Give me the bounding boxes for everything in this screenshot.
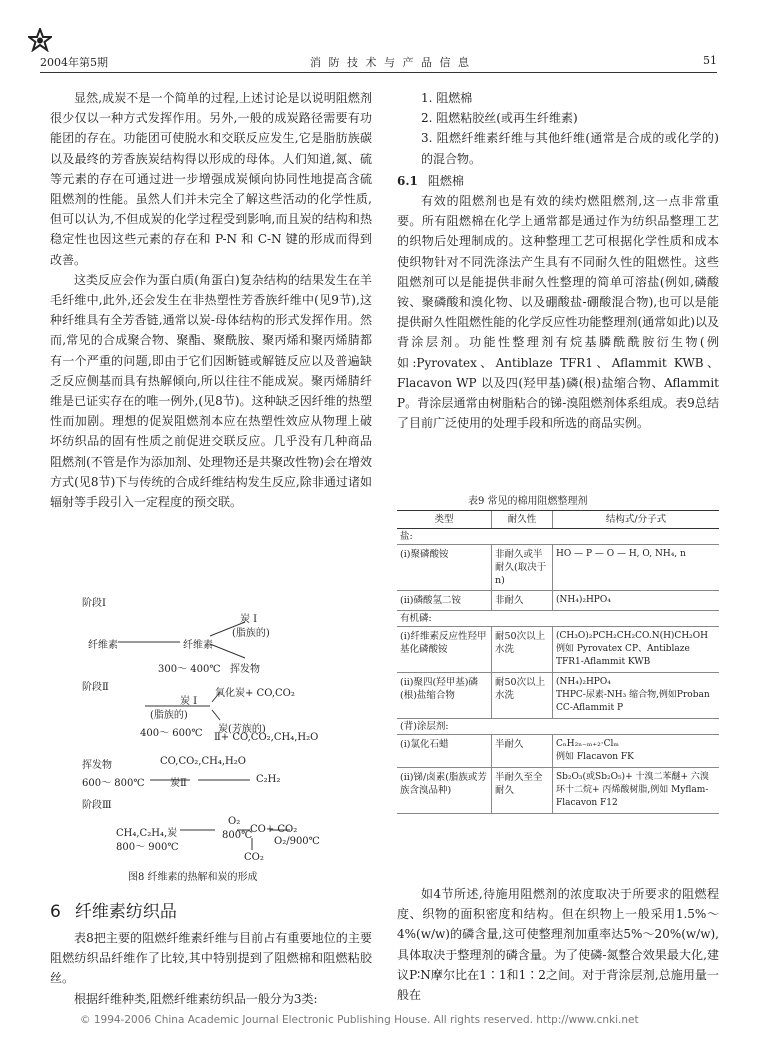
co2-label: CO₂ <box>244 852 264 863</box>
table-group-row <box>397 719 719 735</box>
group-label: 有机磷: <box>397 611 719 627</box>
char-label: 炭 Ⅰ <box>240 614 258 625</box>
right-column <box>397 88 719 433</box>
formula-text: CₙH₂ₙ₋ₘ₊₂·Clₘ <box>556 739 619 749</box>
stage3-products-label: CH₄,C₂H₄,炭 <box>116 828 178 839</box>
copyright-footer: © 1994-2006 China Academic Journal Electronic Publishing House. All rights reserved. http://www.cnki.net <box>80 1014 639 1026</box>
durability-cell: 半耐久至全耐久 <box>492 768 553 814</box>
formula-cell <box>553 673 720 719</box>
paragraph: 如4节所述,待施用阻燃剂的浓度取决于所要求的阻燃程度、织物的面积密度和结构。但在织物上一般采用1.5%～4%(w/w)的磷含量,这可使整理剂加重率达5%～20%(w/w),具体取决于整理剂的磷含量。为了使磷-氮整合效果最大化,建议P∶N摩尔比在1∶1和1∶2之间。对于背涂层剂,总施用量一般在 <box>397 887 719 1003</box>
stage-label: 阶段Ⅰ <box>82 598 106 609</box>
page-header <box>40 54 717 72</box>
aliphatic-label: (脂族的) <box>150 710 188 721</box>
durability-cell: 非耐久或半耐久(取决于n) <box>492 545 553 591</box>
volatiles-label: 挥发物 <box>230 664 260 675</box>
example-text: THPC-尿素-NH₃ 缩合物,例如Proban CC-Aflammit P <box>556 690 710 713</box>
issue-label: 2004年第5期 <box>40 56 108 69</box>
table-row <box>397 673 719 719</box>
temperature-label: 800～ 900℃ <box>116 842 179 853</box>
section-body <box>50 928 372 1009</box>
journal-title: 消 防 技 术 与 产 品 信 息 <box>310 56 471 69</box>
acetylene-label: C₂H₂ <box>256 774 281 785</box>
formula-cell <box>553 627 720 673</box>
pyrolysis-diagram <box>80 594 370 894</box>
cellulose-label: 纤维素 <box>88 640 118 651</box>
char-label: 炭Ⅱ <box>170 778 187 789</box>
aliphatic-label: (脂族的) <box>232 628 270 639</box>
example-text: 例如 Pyrovatex CP、Antiblaze TFR1-Aflammit KWB <box>556 644 690 667</box>
type-cell: (ii)磷酸氢二铵 <box>397 591 492 611</box>
table-row <box>397 545 719 591</box>
table-row <box>397 768 719 814</box>
table-row <box>397 735 719 768</box>
temperature-label: 800℃ <box>222 830 253 841</box>
table-header-row <box>397 511 719 529</box>
column-header: 耐久性 <box>492 511 553 529</box>
formula-cell: HO — P — O — H, O, NH₄, n <box>553 545 720 591</box>
temperature-label: 300～ 400℃ <box>158 664 221 675</box>
header-rule <box>40 72 717 73</box>
oxidized-char-label: 氧化炭+ CO,CO₂ <box>215 688 295 699</box>
column-header: 类型 <box>397 511 492 529</box>
page-number: 51 <box>703 54 717 67</box>
oxygen-temp-label: O₂/900℃ <box>274 836 320 847</box>
durability-cell: 半耐久 <box>492 735 553 768</box>
paragraph: 显然,成炭不是一个简单的过程,上述讨论是以说明阻燃剂很少仅以一种方式发挥作用。另外,一般的成炭路径需要有功能团的存在。功能团可使脱水和交联反应发生,它是脂肪族碳以及最终的芳香族炭结构得以形成的母体。人们知道,氮、硫等元素的存在可通过进一步增强成炭倾向协同性地提高含硫阻燃剂的性能。虽然人们并未完全了解这些活动的化学性质,但可以认为,不但成炭的化学过程受到影响,而且炭的结构和热稳定性也因这些元素的存在和 P-N 和 C-N 键的形成而得到改善。 <box>50 91 372 267</box>
journal-logo-icon <box>28 28 52 52</box>
temperature-label: 600～ 800℃ <box>82 778 145 789</box>
type-cell: (ii)聚四(羟甲基)磷(根)盐缩合物 <box>397 673 492 719</box>
oxygen-label: O₂ <box>228 816 241 827</box>
subsection-number: 6.1 <box>397 173 418 188</box>
formula-text: (NH₄)₂HPO₄ <box>556 677 611 687</box>
formula-text: (CH₃O)₂PCH₂CH₂CO.N(H)CH₂OH <box>556 631 709 641</box>
cellulose-label: 纤维素 <box>183 640 213 651</box>
stage-label: 阶段Ⅱ <box>82 682 109 693</box>
type-cell: (i)聚磷酸铵 <box>397 545 492 591</box>
right-column-continued <box>397 884 719 1005</box>
subsection-title: 阻燃棉 <box>427 173 464 188</box>
figure-caption: 图8 纤维素的热解和炭的形成 <box>128 872 258 883</box>
durability-cell: 非耐久 <box>492 591 553 611</box>
aromatic-char-label: 炭(芳族的) <box>218 724 266 735</box>
finishing-agents-table <box>397 510 719 814</box>
stage-label: 阶段Ⅲ <box>82 800 112 811</box>
temperature-label: 400～ 600℃ <box>140 728 203 739</box>
co-label: CO+ CO₂ <box>250 824 298 835</box>
gases-label: CO,CO₂,CH₄,H₂O <box>160 756 246 767</box>
column-header: 结构式/分子式 <box>553 511 720 529</box>
section-number: 6 <box>50 902 61 922</box>
type-cell: (i)氯化石蜡 <box>397 735 492 768</box>
paragraph: 根据纤维种类,阻燃纤维素纺织品一般分为3类: <box>74 991 318 1006</box>
table-caption: 表9 常见的棉用阻燃整理剂 <box>468 496 588 507</box>
formula-cell <box>553 735 720 768</box>
subsection-heading <box>397 171 719 191</box>
table-group-row <box>397 529 719 545</box>
type-cell: (ii)锑/卤素(脂族或芳族含溴品种) <box>397 768 492 814</box>
durability-cell: 耐50次以上水洗 <box>492 627 553 673</box>
section-heading <box>50 897 177 922</box>
formula-cell: (NH₄)₂HPO₄ <box>553 591 720 611</box>
list-item: 3. 阻燃纤维素纤维与其他纤维(通常是合成的或化学的)的混合物。 <box>421 131 719 166</box>
paragraph: 这类反应会作为蛋白质(角蛋白)复杂结构的结果发生在羊毛纤维中,此外,还会发生在非热塑性芳香族纤维中(见9节),这种纤维具有全芳香链,通常以炭-母体结构的形式发挥作用。然而,常见的合成聚合物、聚酯、聚酰胺、聚丙烯和聚丙烯腈都有一个严重的问题,即由于它们因断链或解链反应以及普遍缺乏反应侧基而具有热解倾向,所以往往不能成炭。聚丙烯腈纤维是已证实存在的唯一例外,(见8节)。这种缺乏因纤维的热塑性而加剧。理想的促炭阻燃剂本应在热塑性效应从物理上破坏纺织品的固有性质之前促进交联反应。几乎没有几种商品阻燃剂(不管是作为添加剂、处理物还是共聚改性物)会在增效方式(见8节)下与传统的合成纤维结构发生反应,除非通过诸如辐射等手段引入一定程度的预交联。 <box>50 272 372 510</box>
paragraph: 表8把主要的阻燃纤维素纤维与目前占有重要地位的主要阻燃纺织品纤维作了比较,其中特别提到了阻燃棉和阻燃粘胶丝。 <box>50 931 372 986</box>
volatiles-label: 挥发物 <box>82 760 112 771</box>
group-label: (背)涂层剂: <box>397 719 719 735</box>
table-group-row <box>397 611 719 627</box>
section-title: 纤维素纺织品 <box>74 902 177 922</box>
char-products-label: Ⅱ+ CO,CO₂,CH₄,H₂O <box>214 732 319 743</box>
formula-cell: Sb₂O₃(或Sb₂O₅)+ 十溴二苯醚+ 六溴环十二烷+ 丙烯酸树脂,例如 Myflam-Flacavon F12 <box>553 768 720 814</box>
left-column <box>50 88 372 512</box>
durability-cell: 耐50次以上水洗 <box>492 673 553 719</box>
type-cell: (i)纤维素反应性羟甲基化磷酸铵 <box>397 627 492 673</box>
group-label: 盐: <box>397 529 719 545</box>
table-row <box>397 591 719 611</box>
list-item: 1. 阻燃棉 <box>421 91 473 105</box>
paragraph: 有效的阻燃剂也是有效的续灼燃阻燃剂,这一点非常重要。所有阻燃棉在化学上通常都是通过作为纺织品整理工艺的织物后处理制成的。这种整理工艺可根据化学性质和成本使织物针对不同洗涤法产生具有不同耐久性的阻燃性。这些阻燃剂可以是能提供非耐久性整理的简单可溶盐(例如,磷酸铵、聚磷酸和溴化物、以及硼酸盐-硼酸混合物),也可以是能提供耐久性阻燃性能的化学反应性功能整理剂(通常如此)以及背涂层剂。功能性整理剂有烷基膦酰酰胺衍生物(例如:Pyrovatex、Antiblaze TFR1、Aflammit KWB、Flacavon WP 以及四(羟甲基)磷(根)盐缩合物、Aflammit P。背涂层通常由树脂粘合的锑-溴阻燃剂体系组成。表9总结了目前广泛使用的处理手段和所选的商品实例。 <box>397 194 719 431</box>
char-label: 炭 Ⅰ <box>180 696 198 707</box>
table-row <box>397 627 719 673</box>
example-text: 例如 Flacavon FK <box>556 752 634 762</box>
list-item: 2. 阻燃粘胶丝(或再生纤维素) <box>421 111 578 126</box>
